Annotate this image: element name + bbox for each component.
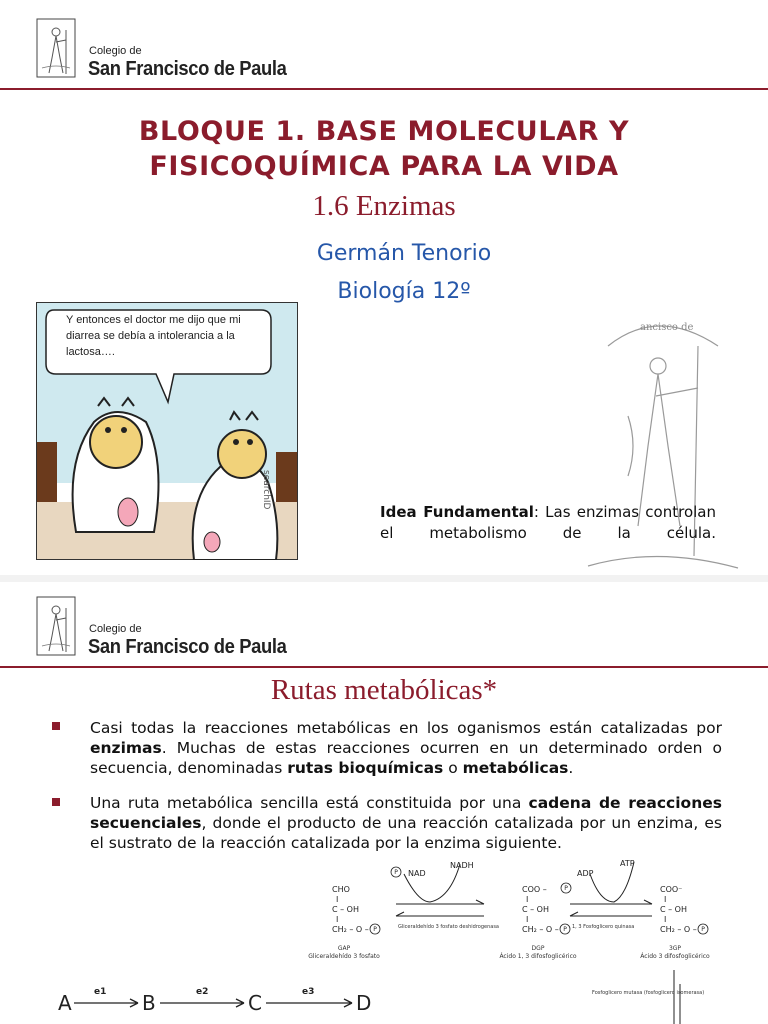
bullet-marker	[52, 798, 60, 806]
svg-text:GAP: GAP	[337, 945, 351, 952]
enzyme-3-label: Fosfoglicero mutasa (fosfoglicero isomerasa)	[592, 990, 705, 996]
idea-text: : Las enzimas controlan el metabolismo de la célula.	[380, 503, 717, 542]
svg-text:P: P	[701, 926, 705, 933]
header-rule	[0, 666, 768, 668]
svg-text:COO⁻: COO⁻	[660, 885, 683, 894]
slide-2	[0, 582, 768, 1024]
svg-text:ancisco de: ancisco de	[640, 322, 694, 333]
svg-text:C – OH: C – OH	[332, 905, 359, 914]
enzyme-2-label: 1, 3 Fosfoglicero quinasa	[572, 924, 635, 930]
svg-text:3GP: 3GP	[668, 945, 682, 952]
logo-school-name: San Francisco de Paula	[88, 636, 287, 658]
svg-text:searchID: searchID	[261, 470, 271, 510]
svg-text:e3: e3	[302, 987, 315, 997]
header-rule	[0, 88, 768, 90]
atp-label: ATP	[620, 859, 635, 868]
svg-text:I: I	[664, 915, 667, 924]
paragraph-2: Una ruta metabólica sencilla está constituida por una cadena de reacciones secuenciales, donde el producto de una reacción catalizada por un enzima, es el sustrato de la reacción catalizada por la enzima siguiente.	[90, 794, 722, 852]
svg-text:CH₂ – O –: CH₂ – O –	[660, 925, 697, 934]
saint-emblem-icon	[36, 596, 76, 656]
svg-text:CHO: CHO	[332, 885, 350, 894]
svg-text:C – OH: C – OH	[660, 905, 687, 914]
subtitle: 1.6 Enzimas	[312, 190, 456, 222]
svg-text:I: I	[336, 895, 339, 904]
svg-text:e1: e1	[94, 987, 107, 997]
course-name: Biología 12º	[337, 279, 471, 304]
saint-emblem-icon	[36, 18, 76, 78]
svg-text:I: I	[526, 915, 529, 924]
logo-small-text: Colegio de	[89, 45, 142, 57]
title-line-2: FISICOQUÍMICA PARA LA VIDA	[149, 151, 619, 182]
svg-text:C – OH: C – OH	[522, 905, 549, 914]
slide-separator	[0, 575, 768, 582]
fundamental-idea	[380, 502, 716, 544]
svg-text:DGP: DGP	[531, 945, 545, 952]
svg-text:P: P	[373, 926, 377, 933]
adp-label: ADP	[577, 869, 594, 878]
svg-text:Ácido 3 difosfoglicérico: Ácido 3 difosfoglicérico	[640, 953, 710, 960]
logo-small-text: Colegio de	[89, 623, 142, 635]
svg-text:P: P	[563, 926, 567, 933]
chain-c: C	[248, 991, 262, 1015]
svg-text:I: I	[664, 895, 667, 904]
enzyme-1-label: Gliceraldehído 3 fosfato deshidrogenasa	[398, 924, 499, 930]
svg-text:P: P	[564, 885, 568, 892]
svg-text:COO –: COO –	[522, 885, 547, 894]
school-logo	[36, 596, 287, 658]
chain-a: A	[58, 991, 72, 1015]
svg-text:CH₂ – O –: CH₂ – O –	[332, 925, 369, 934]
idea-label: Idea Fundamental	[380, 503, 534, 521]
chain-b: B	[142, 991, 156, 1015]
nad-label: NAD	[408, 869, 426, 878]
svg-text:e2: e2	[196, 987, 209, 997]
school-logo	[36, 18, 287, 80]
svg-text:I: I	[526, 895, 529, 904]
title-line-1: BLOQUE 1. BASE MOLECULAR Y	[138, 116, 630, 147]
section-title: Rutas metabólicas*	[270, 674, 498, 706]
cartoon-speech-text: Y entonces el doctor me dijo que mi diarrea se debía a intolerancia a la lactosa….	[66, 314, 241, 358]
svg-text:I: I	[336, 915, 339, 924]
author-name: Germán Tenorio	[316, 241, 492, 266]
nadh-label: NADH	[450, 861, 474, 870]
svg-text:Gliceraldehído 3 fosfato: Gliceraldehído 3 fosfato	[308, 953, 380, 960]
svg-text:P: P	[394, 869, 398, 876]
bullet-marker	[52, 722, 60, 730]
chain-d: D	[356, 991, 372, 1015]
reaction-chain-diagram	[50, 980, 380, 1024]
paragraph-1: Casi todas la reacciones metabólicas en los oganismos están catalizadas por enzimas. Muchas de estas reacciones ocurren en un determinado orden o secuencia, denominadas rutas bioquímicas o metabólicas.	[90, 719, 722, 777]
logo-school-name: San Francisco de Paula	[88, 58, 287, 80]
svg-text:CH₂ – O –: CH₂ – O –	[522, 925, 559, 934]
svg-text:Ácido 1, 3 difosfoglicérico: Ácido 1, 3 difosfoglicérico	[499, 953, 577, 960]
